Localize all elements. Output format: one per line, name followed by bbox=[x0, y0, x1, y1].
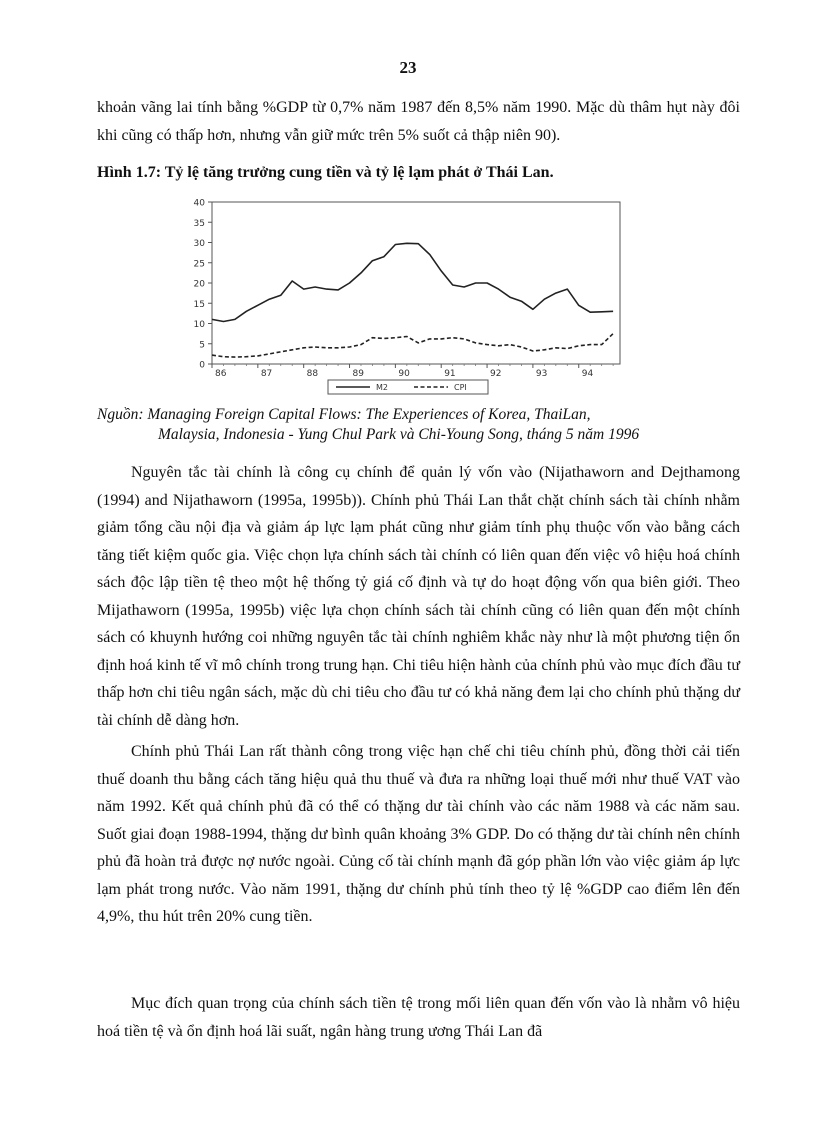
y-tick-label: 5 bbox=[199, 340, 205, 351]
plot-frame bbox=[212, 202, 620, 364]
chart-container bbox=[180, 196, 630, 404]
series-line-m2 bbox=[212, 243, 613, 321]
y-tick-label: 35 bbox=[193, 218, 205, 229]
y-tick-label: 40 bbox=[193, 198, 205, 209]
y-tick-label: 0 bbox=[199, 360, 205, 371]
page-number: 23 bbox=[399, 58, 417, 77]
x-tick-label: 89 bbox=[352, 369, 364, 379]
body-paragraph-3: Mục đích quan trọng của chính sách tiền tệ trong mối liên quan đến vốn vào là nhằm vô hiệu hoá tiền tệ và ổn định hoá lãi suất, ngân hàng trung ương Thái Lan đã bbox=[97, 995, 740, 1040]
legend-label-m2: M2 bbox=[376, 383, 388, 392]
figure-caption: Hình 1.7: Tỷ lệ tăng trưởng cung tiền và tỷ lệ lạm phát ở Thái Lan. bbox=[97, 164, 554, 181]
line-chart bbox=[180, 196, 630, 404]
y-tick-label: 25 bbox=[193, 259, 205, 270]
x-tick-label: 92 bbox=[490, 369, 502, 379]
x-tick-label: 91 bbox=[444, 369, 456, 379]
x-tick-label: 86 bbox=[215, 369, 227, 379]
source-line-2: Malaysia, Indonesia - Yung Chul Park và Chi-Young Song, tháng 5 năm 1996 bbox=[158, 426, 640, 443]
legend-label-cpi: CPI bbox=[454, 383, 467, 392]
series-line-cpi bbox=[212, 334, 613, 358]
y-tick-label: 20 bbox=[193, 279, 205, 290]
x-tick-label: 90 bbox=[398, 369, 410, 379]
y-tick-label: 15 bbox=[193, 299, 205, 310]
body-paragraph-2: Chính phủ Thái Lan rất thành công trong việc hạn chế chi tiêu chính phủ, đồng thời cải tiến thuế doanh thu bằng cách tăng hiệu quả thu thuế và đưa ra những loại thuế mới như thuế VAT vào năm 1992. Kết quả chính phủ đã có thể có thặng dư tài chính vào các năm 1988 và các năm sau. Suốt giai đoạn 1988-1994, thặng dư bình quân khoảng 3% GDP. Do có thặng dư tài chính nên chính phủ đã hoàn trả được nợ nước ngoài. Củng cố tài chính mạnh đã góp phần lớn vào việc giảm áp lực lạm phát trong nước. Vào năm 1991, thặng dư chính phủ tính theo tỷ lệ %GDP cao điểm lên đến 4,9%, thu hút trên 20% cung tiền. bbox=[97, 743, 740, 925]
y-tick-label: 10 bbox=[193, 320, 205, 330]
figure-source bbox=[97, 405, 757, 445]
body-paragraph-1: Nguyên tắc tài chính là công cụ chính để quản lý vốn vào (Nijathaworn and Dejthamong (1994) and Nijathaworn (1995a, 1995b)). Chính phủ Thái Lan thắt chặt chính sách tài chính nhằm giảm tổng cầu nội địa và giảm áp lực lạm phát cũng như giảm tính phụ thuộc vốn vào bằng cách tăng tiết kiệm quốc gia. Việc chọn lựa chính sách tài chính có liên quan đến việc vô hiệu hoá chính sách độc lập tiền tệ theo một hệ thống tỷ giá cố định và tự do hoạt động vốn qua biên giới. Theo Mijathaworn (1995a, 1995b) việc lựa chọn chính sách tài chính cũng có liên quan đến một chính sách có khuynh hướng coi những nguyên tắc tài chính nghiêm khắc này như là một phương tiện ổn định hoá kinh tế vĩ mô chính trong trung hạn. Chi tiêu hiện hành của chính phủ vào mục đích đầu tư thấp hơn chi tiêu ngân sách, mặc dù chi tiêu cho đầu tư có khả năng đem lại cho chính phủ thặng dư tài chính dễ dàng hơn. bbox=[97, 464, 740, 729]
x-tick-label: 88 bbox=[306, 369, 319, 379]
source-line-1: Nguồn: Managing Foreign Capital Flows: The Experiences of Korea, ThaiLan, bbox=[97, 406, 591, 423]
intro-paragraph: khoản vãng lai tính bằng %GDP từ 0,7% năm 1987 đến 8,5% năm 1990. Mặc dù thâm hụt này đôi khi cũng có thấp hơn, nhưng vẫn giữ mức trên 5% suốt cả thập niên 90). bbox=[97, 99, 740, 144]
y-tick-label: 30 bbox=[193, 239, 205, 249]
chart-legend bbox=[328, 380, 488, 394]
x-tick-label: 94 bbox=[581, 369, 594, 379]
x-tick-label: 93 bbox=[535, 369, 548, 379]
x-tick-label: 87 bbox=[260, 369, 273, 379]
